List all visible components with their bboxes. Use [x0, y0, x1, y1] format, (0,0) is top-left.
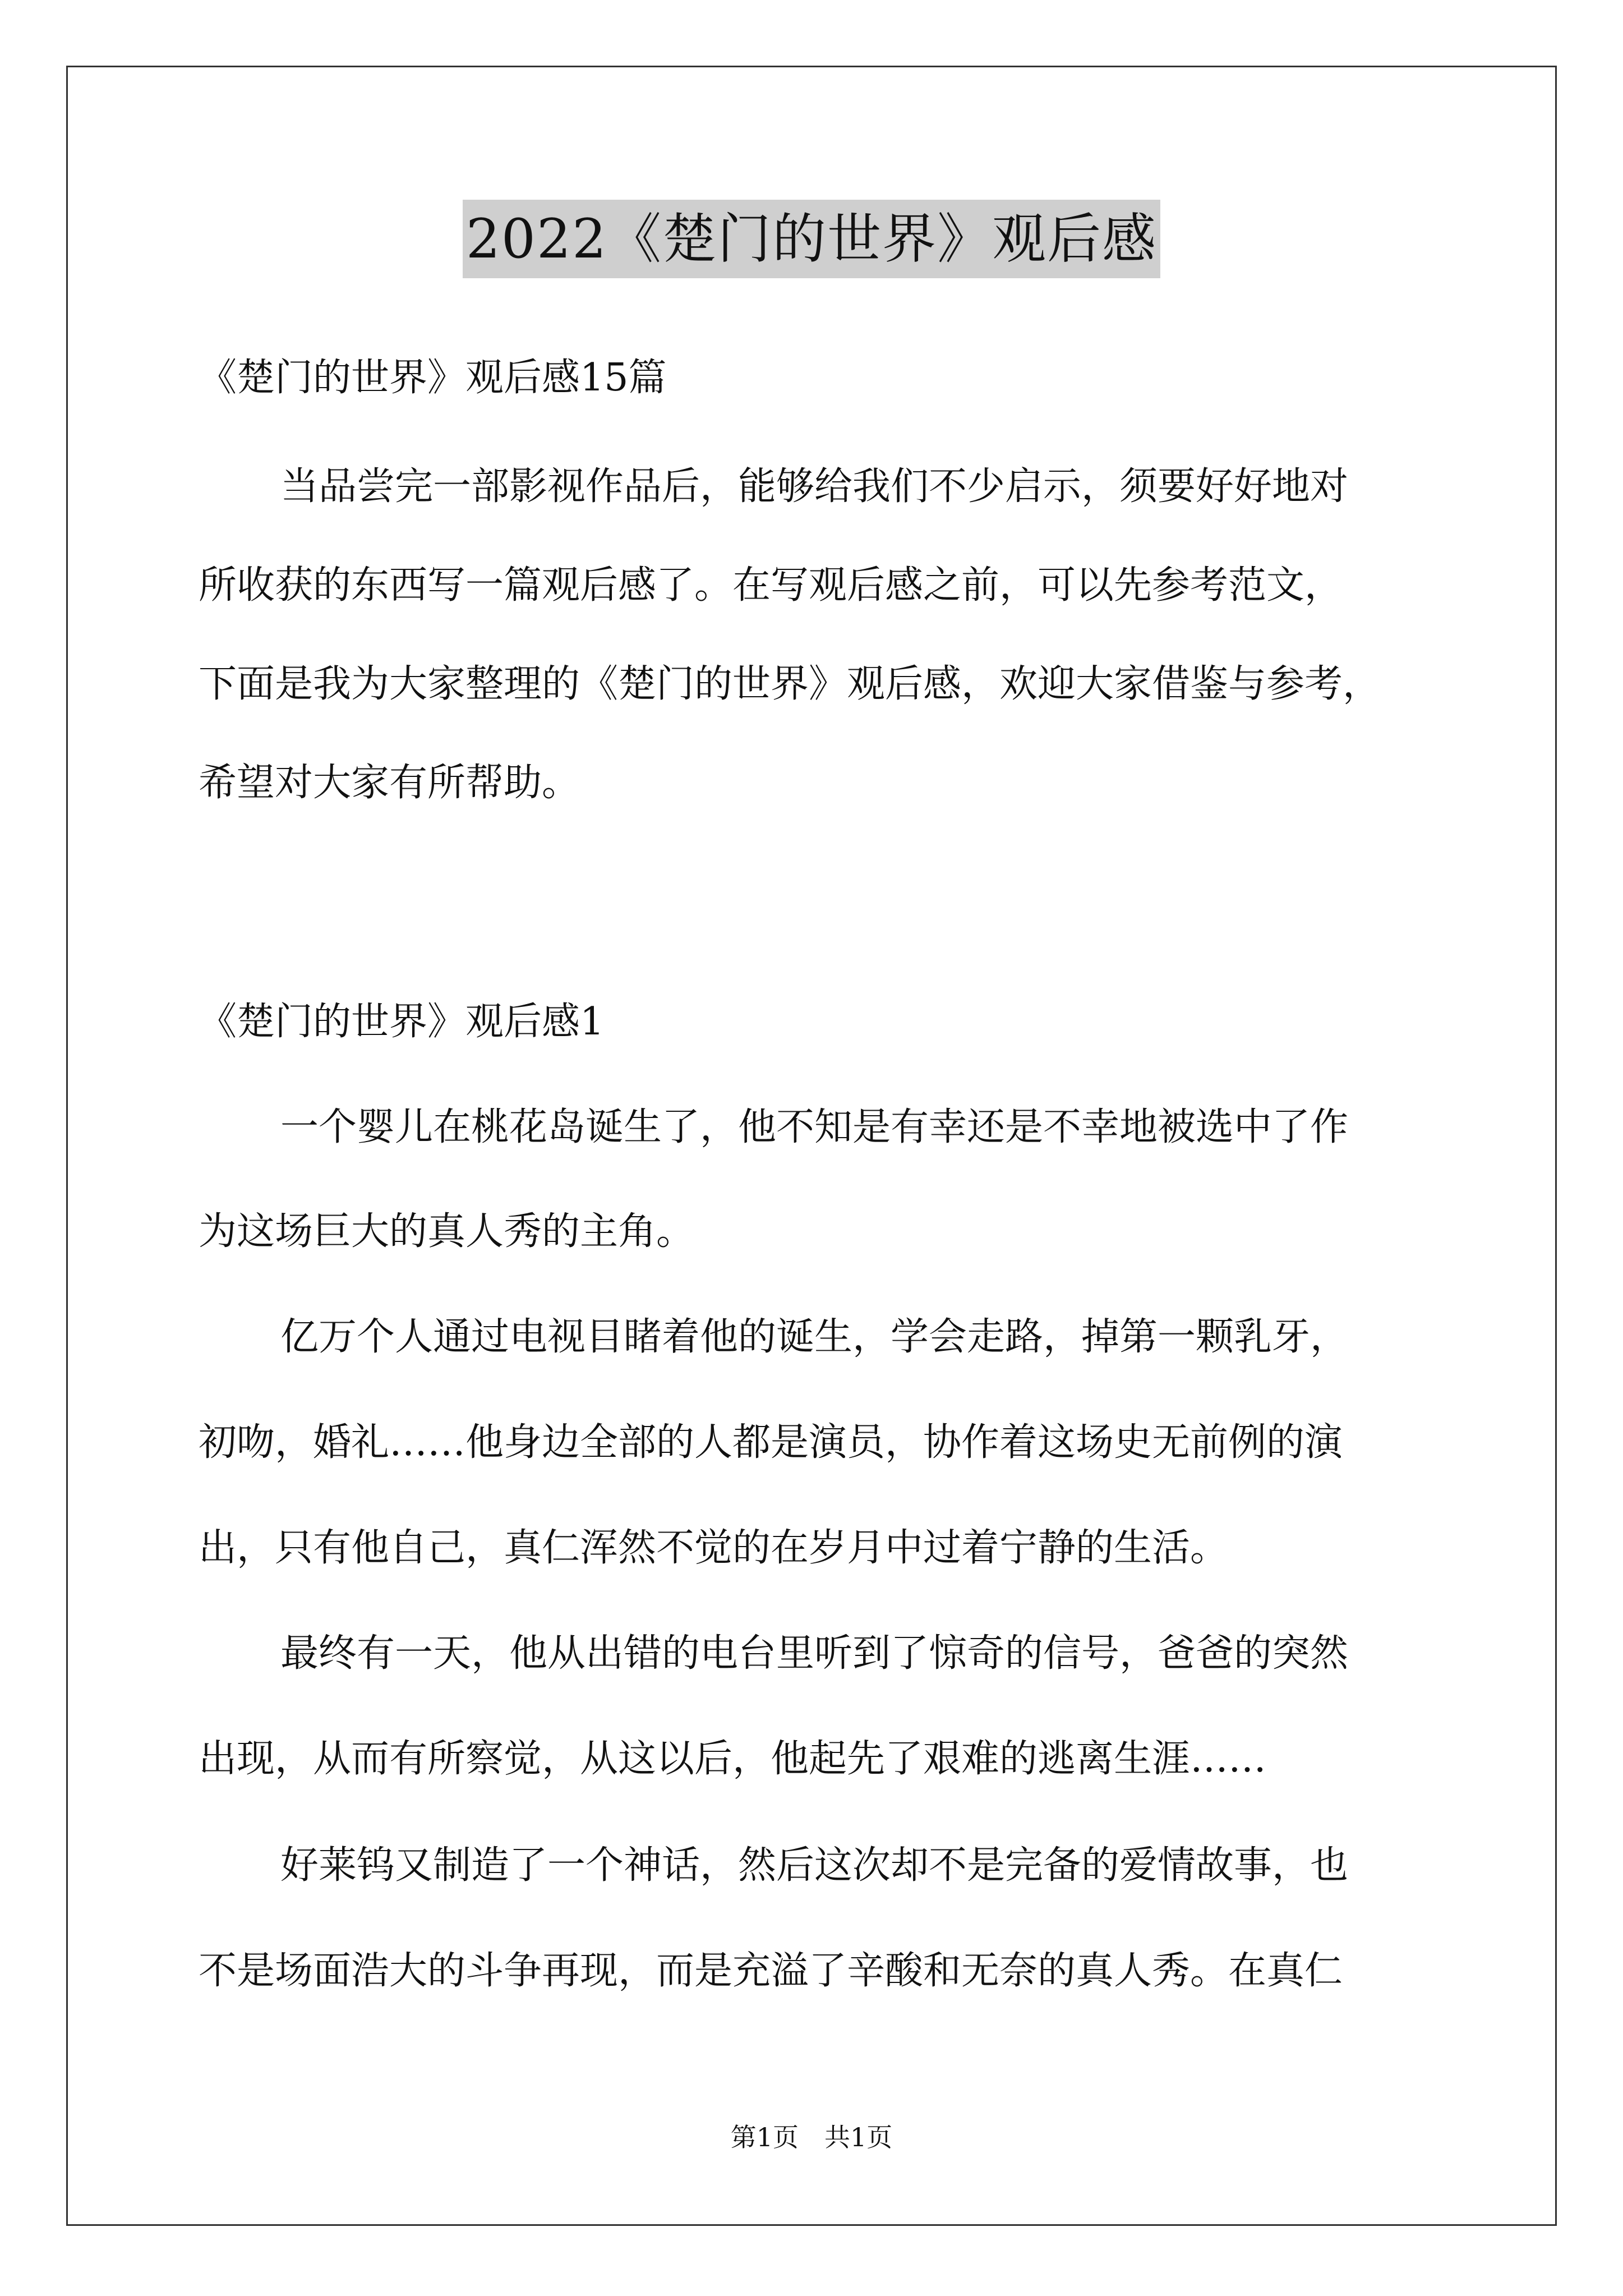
title-container: [0, 200, 1623, 278]
page-footer: 第1页 共1页: [730, 2122, 893, 2152]
section-heading: 《楚门的世界》观后感1: [199, 1000, 605, 1044]
body-line: 为这场巨大的真人秀的主角。: [199, 1209, 695, 1254]
body-line: 不是场面浩大的斗争再现，而是充溢了辛酸和无奈的真人秀。在真仁: [199, 1949, 1343, 1993]
body-line: 初吻，婚礼……他身边全部的人都是演员，协作着这场史无前例的演: [199, 1420, 1343, 1465]
subtitle: 《楚门的世界》观后感15篇: [199, 356, 667, 400]
intro-line: 当品尝完一部影视作品后，能够给我们不少启示，须要好好地对: [280, 464, 1349, 509]
body-line: 出现，从而有所察觉，从这以后，他起先了艰难的逃离生涯……: [199, 1737, 1267, 1781]
intro-line: 希望对大家有所帮助。: [199, 761, 580, 805]
intro-line: 所收获的东西写一篇观后感了。在写观后感之前，可以先参考范文，: [199, 563, 1343, 608]
body-line: 一个婴儿在桃花岛诞生了，他不知是有幸还是不幸地被选中了作: [280, 1105, 1349, 1149]
intro-line: 下面是我为大家整理的《楚门的世界》观后感，欢迎大家借鉴与参考，: [199, 662, 1381, 706]
body-line: 出，只有他自己，真仁浑然不觉的在岁月中过着宁静的生活。: [199, 1526, 1229, 1570]
document-title: 2022《楚门的世界》观后感: [463, 200, 1160, 278]
body-line: 亿万个人通过电视目睹着他的诞生，学会走路，掉第一颗乳牙，: [280, 1315, 1349, 1359]
body-line: 好莱钨又制造了一个神话，然后这次却不是完备的爱情故事，也: [280, 1843, 1349, 1888]
body-line: 最终有一天，他从出错的电台里听到了惊奇的信号，爸爸的突然: [280, 1631, 1349, 1676]
